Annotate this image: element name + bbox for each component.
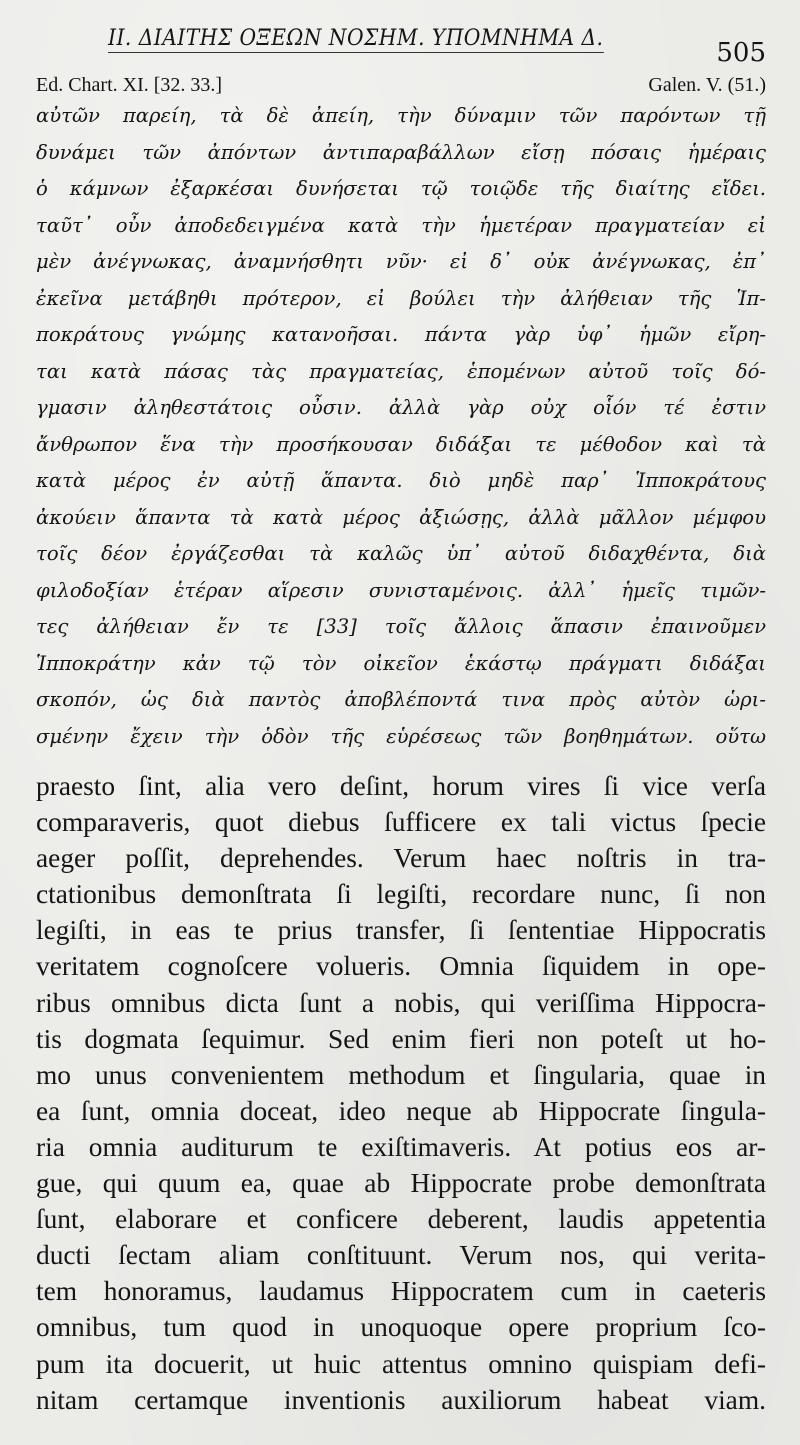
galen-reference: Galen. V. (51.) bbox=[648, 74, 766, 96]
reference-line bbox=[36, 74, 766, 97]
latin-line: ducti ſectam aliam conſtituunt. Verum nos, qui verita- bbox=[36, 1240, 766, 1271]
latin-line: ea ſunt, omnia doceat, ideo neque ab Hippocrate ſingula- bbox=[36, 1095, 766, 1126]
running-head-text: II. ΔΙΑΙΤΗΣ ΟΞΕΩΝ ΝΟΣΗΜ. ΥΠΟΜΝΗΜΑ Δ. bbox=[108, 26, 604, 51]
edition-reference: Ed. Chart. XI. [32. 33.] bbox=[36, 74, 223, 96]
greek-line: ται κατὰ πάσας τὰς πραγματείας, ἑπομένων αὐτοῦ τοῖς δό- bbox=[36, 359, 766, 383]
greek-line: ποκράτους γνώμης κατανοῆσαι. πάντα γὰρ ὑφ᾽ ἡμῶν εἴρη- bbox=[36, 323, 766, 346]
latin-line: ribus omnibus dicta ſunt a nobis, qui veriſſima Hippocra- bbox=[36, 987, 766, 1018]
latin-text-block bbox=[36, 768, 766, 1418]
greek-line: ἀκούειν ἅπαντα τὰ κατὰ μέρος ἀξιώσῃς, ἀλλὰ μᾶλλον μέμφου bbox=[36, 505, 766, 529]
greek-line: σκοπόν, ὡς διὰ παντὸς ἀποβλέποντά τινα πρὸς αὐτὸν ὡρι- bbox=[36, 688, 766, 711]
latin-line: ctationibus demonſtrata ſi legiſti, recordare nunc, ſi non bbox=[36, 879, 766, 910]
latin-line: mo unus convenientem methodum et ſingularia, quae in bbox=[36, 1059, 766, 1090]
latin-line: pum ita docuerit, ut huic attentus omnino quispiam defi- bbox=[36, 1348, 766, 1379]
greek-line: κατὰ μέρος ἐν αὐτῇ ἅπαντα. διὸ μηδὲ παρ᾽ Ἱπποκράτους bbox=[36, 469, 766, 492]
greek-line: φιλοδοξίαν ἑτέραν αἵρεσιν συνισταμένοις. ἀλλ᾽ ἡμεῖς τιμῶν- bbox=[36, 578, 766, 602]
latin-line: tis dogmata ſequimur. Sed enim fieri non poteſt ut ho- bbox=[36, 1023, 766, 1054]
latin-line: gue, qui quum ea, quae ab Hippocrate probe demonſtrata bbox=[36, 1168, 766, 1199]
greek-text-block bbox=[36, 98, 766, 755]
latin-line: comparaveris, quot diebus ſufficere ex tali victus ſpecie bbox=[36, 807, 766, 838]
greek-line: σμένην ἔχειν τὴν ὁδὸν τῆς εὑρέσεως τῶν βοηθημάτων. οὕτω bbox=[36, 724, 766, 748]
latin-line: praesto ſint, alia vero deſint, horum vires ſi vice verſa bbox=[36, 771, 766, 801]
latin-line: ria omnia auditurum te exiſtimaveris. At potius eos ar- bbox=[36, 1131, 766, 1162]
greek-line: μὲν ἀνέγνωκας, ἀναμνήσθητι νῦν· εἰ δ᾽ οὐκ ἀνέγνωκας, ἐπ᾽ bbox=[36, 250, 766, 273]
running-head bbox=[108, 26, 603, 51]
latin-line: legiſti, in eas te prius transfer, ſi ſententiae Hippocratis bbox=[36, 915, 766, 946]
latin-line: aeger poſſit, deprehendes. Verum haec noſtris in tra- bbox=[36, 843, 766, 874]
greek-line: ἄνθρωπον ἕνα τὴν προσήκουσαν διδάξαι τε μέθοδον καὶ τὰ bbox=[36, 432, 766, 456]
greek-line: ταῦτ᾽ οὖν ἀποδεδειγμένα κατὰ τὴν ἡμετέραν πραγματείαν εἰ bbox=[36, 213, 766, 237]
greek-line: Ἱπποκράτην κἀν τῷ τὸν οἰκεῖον ἑκάστῳ πράγματι διδάξαι bbox=[36, 651, 766, 675]
latin-line: tem honoramus, laudamus Hippocratem cum in caeteris bbox=[36, 1276, 766, 1307]
latin-line: omnibus, tum quod in unoquoque opere proprium ſco- bbox=[36, 1312, 766, 1343]
greek-line: τοῖς δέον ἐργάζεσθαι τὰ καλῶς ὑπ᾽ αὐτοῦ διδαχθέντα, διὰ bbox=[36, 542, 766, 565]
latin-line: nitam certamque inventionis auxiliorum habeat viam. bbox=[36, 1384, 766, 1415]
greek-line: τες ἀλήθειαν ἔν τε [33] τοῖς ἄλλοις ἅπασιν ἐπαινοῦμεν bbox=[36, 615, 766, 638]
latin-line: veritatem cognoſcere volueris. Omnia ſiquidem in ope- bbox=[36, 951, 766, 982]
greek-line: αὐτῶν παρείη, τὰ δὲ ἀπείη, τὴν δύναμιν τῶν παρόντων τῇ bbox=[36, 104, 766, 127]
page-number: 505 bbox=[716, 38, 766, 68]
latin-line: ſunt, elaborare et conficere deberent, laudis appetentia bbox=[36, 1204, 766, 1235]
greek-line: δυνάμει τῶν ἀπόντων ἀντιπαραβάλλων εἴσῃ πόσαις ἡμέραις bbox=[36, 140, 766, 164]
greek-line: γμασιν ἀληθεστάτοις οὖσιν. ἀλλὰ γὰρ οὐχ οἷόν τέ ἐστιν bbox=[36, 396, 766, 419]
greek-line: ὁ κάμνων ἐξαρκέσαι δυνήσεται τῷ τοιῷδε τῆς διαίτης εἴδει. bbox=[36, 177, 766, 200]
greek-line: ἐκεῖνα μετάβηθι πρότερον, εἰ βούλει τὴν ἀλήθειαν τῆς Ἱπ- bbox=[36, 286, 766, 310]
running-head-rule bbox=[108, 52, 603, 53]
